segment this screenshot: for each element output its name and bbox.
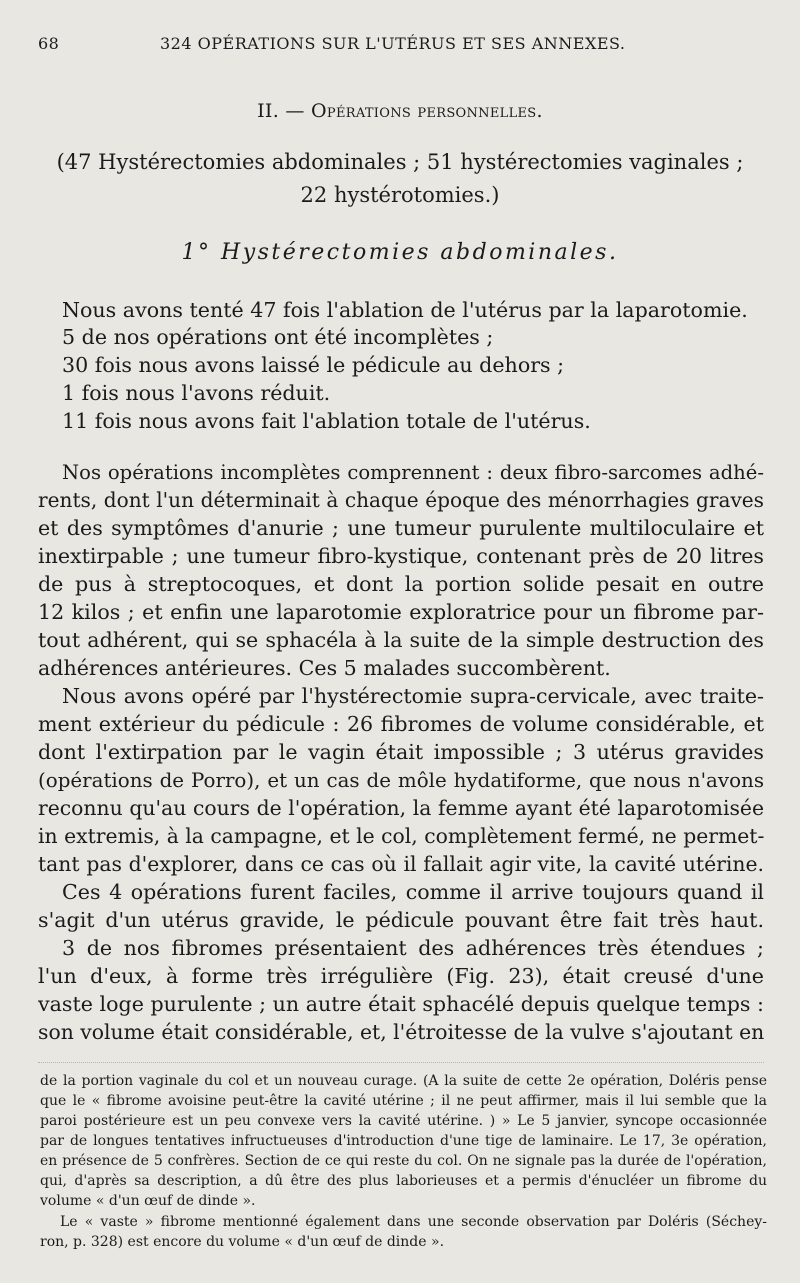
body-line: l'un d'eux, à forme très irrégulière (Fig. 23), était creusé d'une — [38, 964, 764, 988]
body-line: in extremis, à la campagne, et le col, complètement fermé, ne permet- — [38, 824, 764, 848]
body-line: dont l'extirpation par le vagin était impossible ; 3 utérus gravides — [38, 740, 764, 764]
list-item: Nous avons tenté 47 fois l'ablation de l'utérus par la laparotomie. — [62, 298, 748, 322]
body-line: inextirpable ; une tumeur fibro-kystique, contenant près de 20 litres — [38, 544, 764, 568]
body-line: rents, dont l'un déterminait à chaque époque des ménorrhagies graves — [38, 488, 764, 512]
footnote-line: de la portion vaginale du col et un nouveau curage. (A la suite de cette 2e opération, Doléris pense — [40, 1073, 767, 1089]
list-item: 1 fois nous l'avons réduit. — [62, 381, 331, 405]
body-line: 3 de nos fibromes présentaient des adhérences très étendues ; — [62, 936, 764, 960]
list-item: 30 fois nous avons laissé le pédicule au dehors ; — [62, 353, 565, 377]
footnote-line: que le « fibrome avoisine peut-être la cavité utérine ; il ne peut affirmer, mais il lui semble que la — [40, 1093, 767, 1109]
running-head — [38, 34, 760, 56]
body-line: reconnu qu'au cours de l'opération, la femme ayant été laparotomisée — [38, 796, 764, 820]
body-line: Ces 4 opérations furent faciles, comme il arrive toujours quand il — [62, 880, 764, 904]
body-line: tout adhérent, qui se sphacéla à la suite de la simple destruction des — [38, 628, 764, 652]
body-line: vaste loge purulente ; un autre était sphacélé depuis quelque temps : — [38, 992, 764, 1016]
body-line: (opérations de Porro), et un cas de môle hydatiforme, que nous n'avons — [38, 769, 764, 792]
section-heading: II. — Opérations personnelles. — [257, 100, 543, 122]
footnote-separator — [38, 1062, 764, 1063]
body-line: ment extérieur du pédicule : 26 fibromes de volume considérable, et — [38, 712, 764, 736]
footnote-line: Le « vaste » fibrome mentionné également dans une seconde observation par Doléris (Séchey- — [60, 1214, 767, 1230]
running-title: 324 OPÉRATIONS SUR L'UTÉRUS ET SES ANNEXES. — [160, 34, 626, 53]
folio-number: 68 — [38, 34, 60, 53]
footnote-line: ron, p. 328) est encore du volume « d'un œuf de dinde ». — [40, 1234, 445, 1250]
summary-line: 22 hystérotomies.) — [300, 183, 500, 207]
footnote-line: qui, d'après sa description, a dû être des plus laborieuses et a permis d'énucléer un fibrome du — [40, 1173, 767, 1189]
footnote-line: volume « d'un œuf de dinde ». — [40, 1193, 256, 1209]
body-line: s'agit d'un utérus gravide, le pédicule pouvant être fait très haut. — [38, 908, 764, 932]
sub-heading — [0, 240, 800, 265]
body-line: de pus à streptocoques, et dont la portion solide pesait en outre — [38, 572, 764, 596]
summary-line: (47 Hystérectomies abdominales ; 51 hystérectomies vaginales ; — [56, 150, 744, 174]
body-line: Nous avons opéré par l'hystérectomie supra-cervicale, avec traite- — [62, 684, 764, 708]
footnote-line: en présence de 5 confrères. Section de ce qui reste du col. On ne signale pas la durée de l'opération, — [40, 1153, 767, 1169]
body-line: 12 kilos ; et enfin une laparotomie exploratrice pour un fibrome par- — [38, 600, 764, 624]
footnote-line: par de longues tentatives infructueuses d'introduction d'une tige de laminaire. Le 17, 3e opération, — [40, 1133, 767, 1149]
body-line: et des symptômes d'anurie ; une tumeur purulente multiloculaire et — [38, 516, 764, 540]
sub-heading-text: 1° Hystérectomies abdominales. — [181, 240, 619, 265]
body-line: adhérences antérieures. Ces 5 malades succombèrent. — [38, 656, 611, 680]
body-line: Nos opérations incomplètes comprennent : deux fibro-sarcomes adhé- — [62, 461, 764, 484]
body-line: tant pas d'explorer, dans ce cas où il fallait agir vite, la cavité utérine. — [38, 852, 764, 876]
footnote-line: paroi postérieure est un peu convexe vers la cavité utérine. ) » Le 5 janvier, syncope occasionnée — [40, 1113, 767, 1129]
body-line: son volume était considérable, et, l'étroitesse de la vulve s'ajoutant en — [38, 1020, 764, 1044]
list-item: 5 de nos opérations ont été incomplètes ; — [62, 325, 494, 349]
list-item: 11 fois nous avons fait l'ablation totale de l'utérus. — [62, 409, 591, 433]
